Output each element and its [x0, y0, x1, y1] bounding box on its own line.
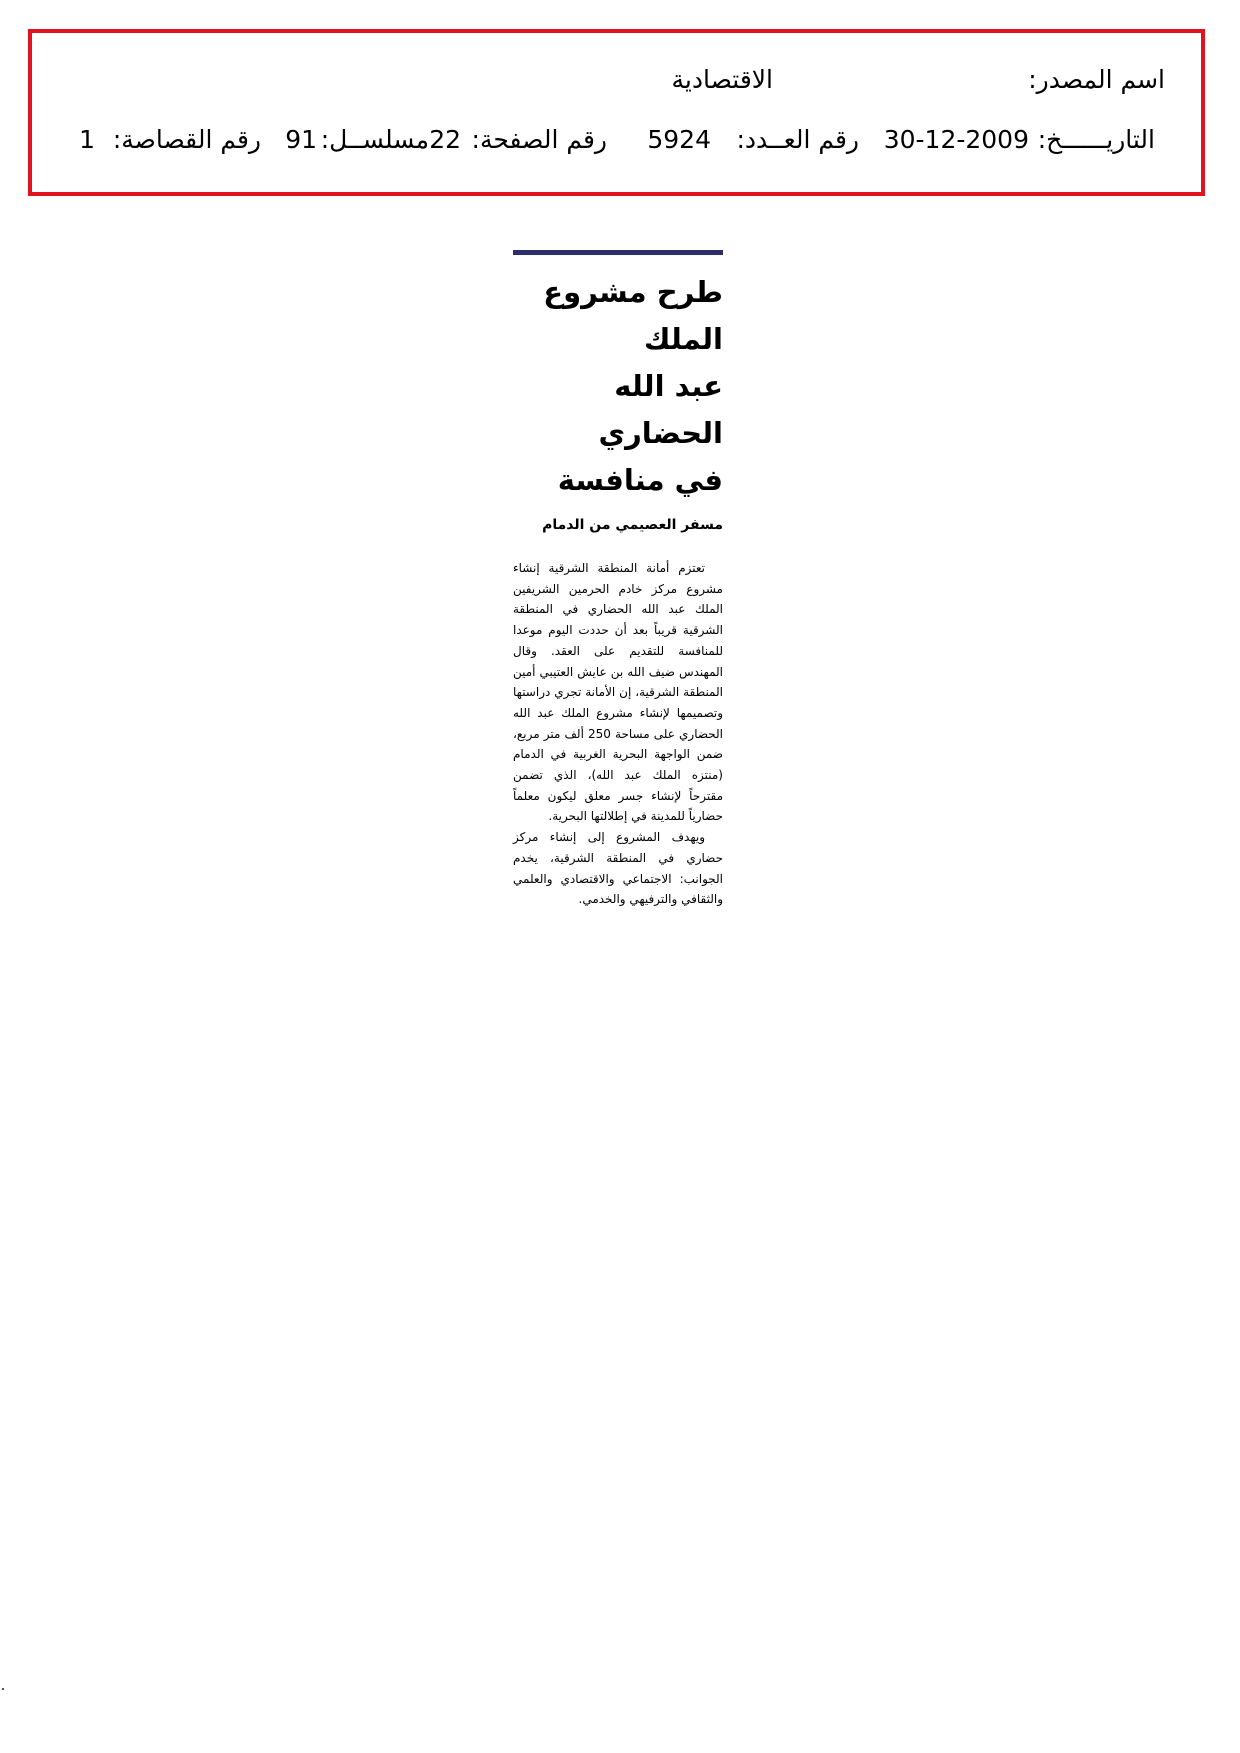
article-top-rule: [513, 250, 723, 255]
serial-value: 91: [285, 125, 317, 154]
clipping-metadata-frame: [28, 29, 1205, 196]
clipping-label: رقم القصاصة:: [112, 125, 261, 154]
date-label: التاريــــــخ:: [1037, 125, 1155, 154]
article-paragraph: تعتزم أمانة المنطقة الشرقية إنشاء مشروع مركز خادم الحرمين الشريفين الملك عبد الله الحضاري في المنطقة الشرقية قريباً بعد أن حددت اليوم موعدا للمنافسة للتقديم على العقد. وقال المهندس ضيف الله بن عايش العتيبي أمين المنطقة الشرقية، إن الأمانة تجري دراستها وتصميمها لإنشاء مشروع الملك عبد الله الحضاري على مساحة 250 ألف متر مربع، ضمن الواجهة البحرية الغربية في الدمام (منتزه الملك عبد الله)، الذي تضمن مقترحاً لإنشاء جسر معلق ليكون معلماً حضارياً للمدينة في إطلالتها البحرية.: [513, 561, 723, 824]
scan-speck: [2, 1688, 4, 1690]
article-headline: [513, 269, 723, 504]
headline-line: طرح مشروع الملك: [543, 275, 723, 356]
issue-label: رقم العــدد:: [736, 125, 859, 154]
headline-line: عبد الله الحضاري: [598, 369, 723, 450]
date-value: 30-12-2009: [883, 125, 1029, 154]
article-paragraph: ويهدف المشروع إلى إنشاء مركز حضاري في المنطقة الشرقية، يخدم الجوانب: الاجتماعي والاقتصادي والعلمي والثقافي والترفيهي والخدمي.: [513, 830, 723, 907]
source-value: الاقتصادية: [671, 65, 773, 94]
source-label: اسم المصدر:: [1028, 65, 1165, 94]
article-byline: مسفر العصيمي من الدمام: [542, 517, 723, 533]
page-label: رقم الصفحة:: [471, 125, 607, 154]
details-row: [32, 123, 1201, 157]
news-article: [513, 250, 723, 910]
headline-line: في منافسة: [557, 463, 723, 497]
serial-label: مسلســل:: [320, 125, 429, 154]
issue-value: 5924: [647, 125, 711, 154]
clipping-value: 1: [79, 125, 95, 154]
page-value: 22: [429, 125, 461, 154]
article-body: [513, 558, 723, 910]
source-row: [32, 63, 1201, 97]
